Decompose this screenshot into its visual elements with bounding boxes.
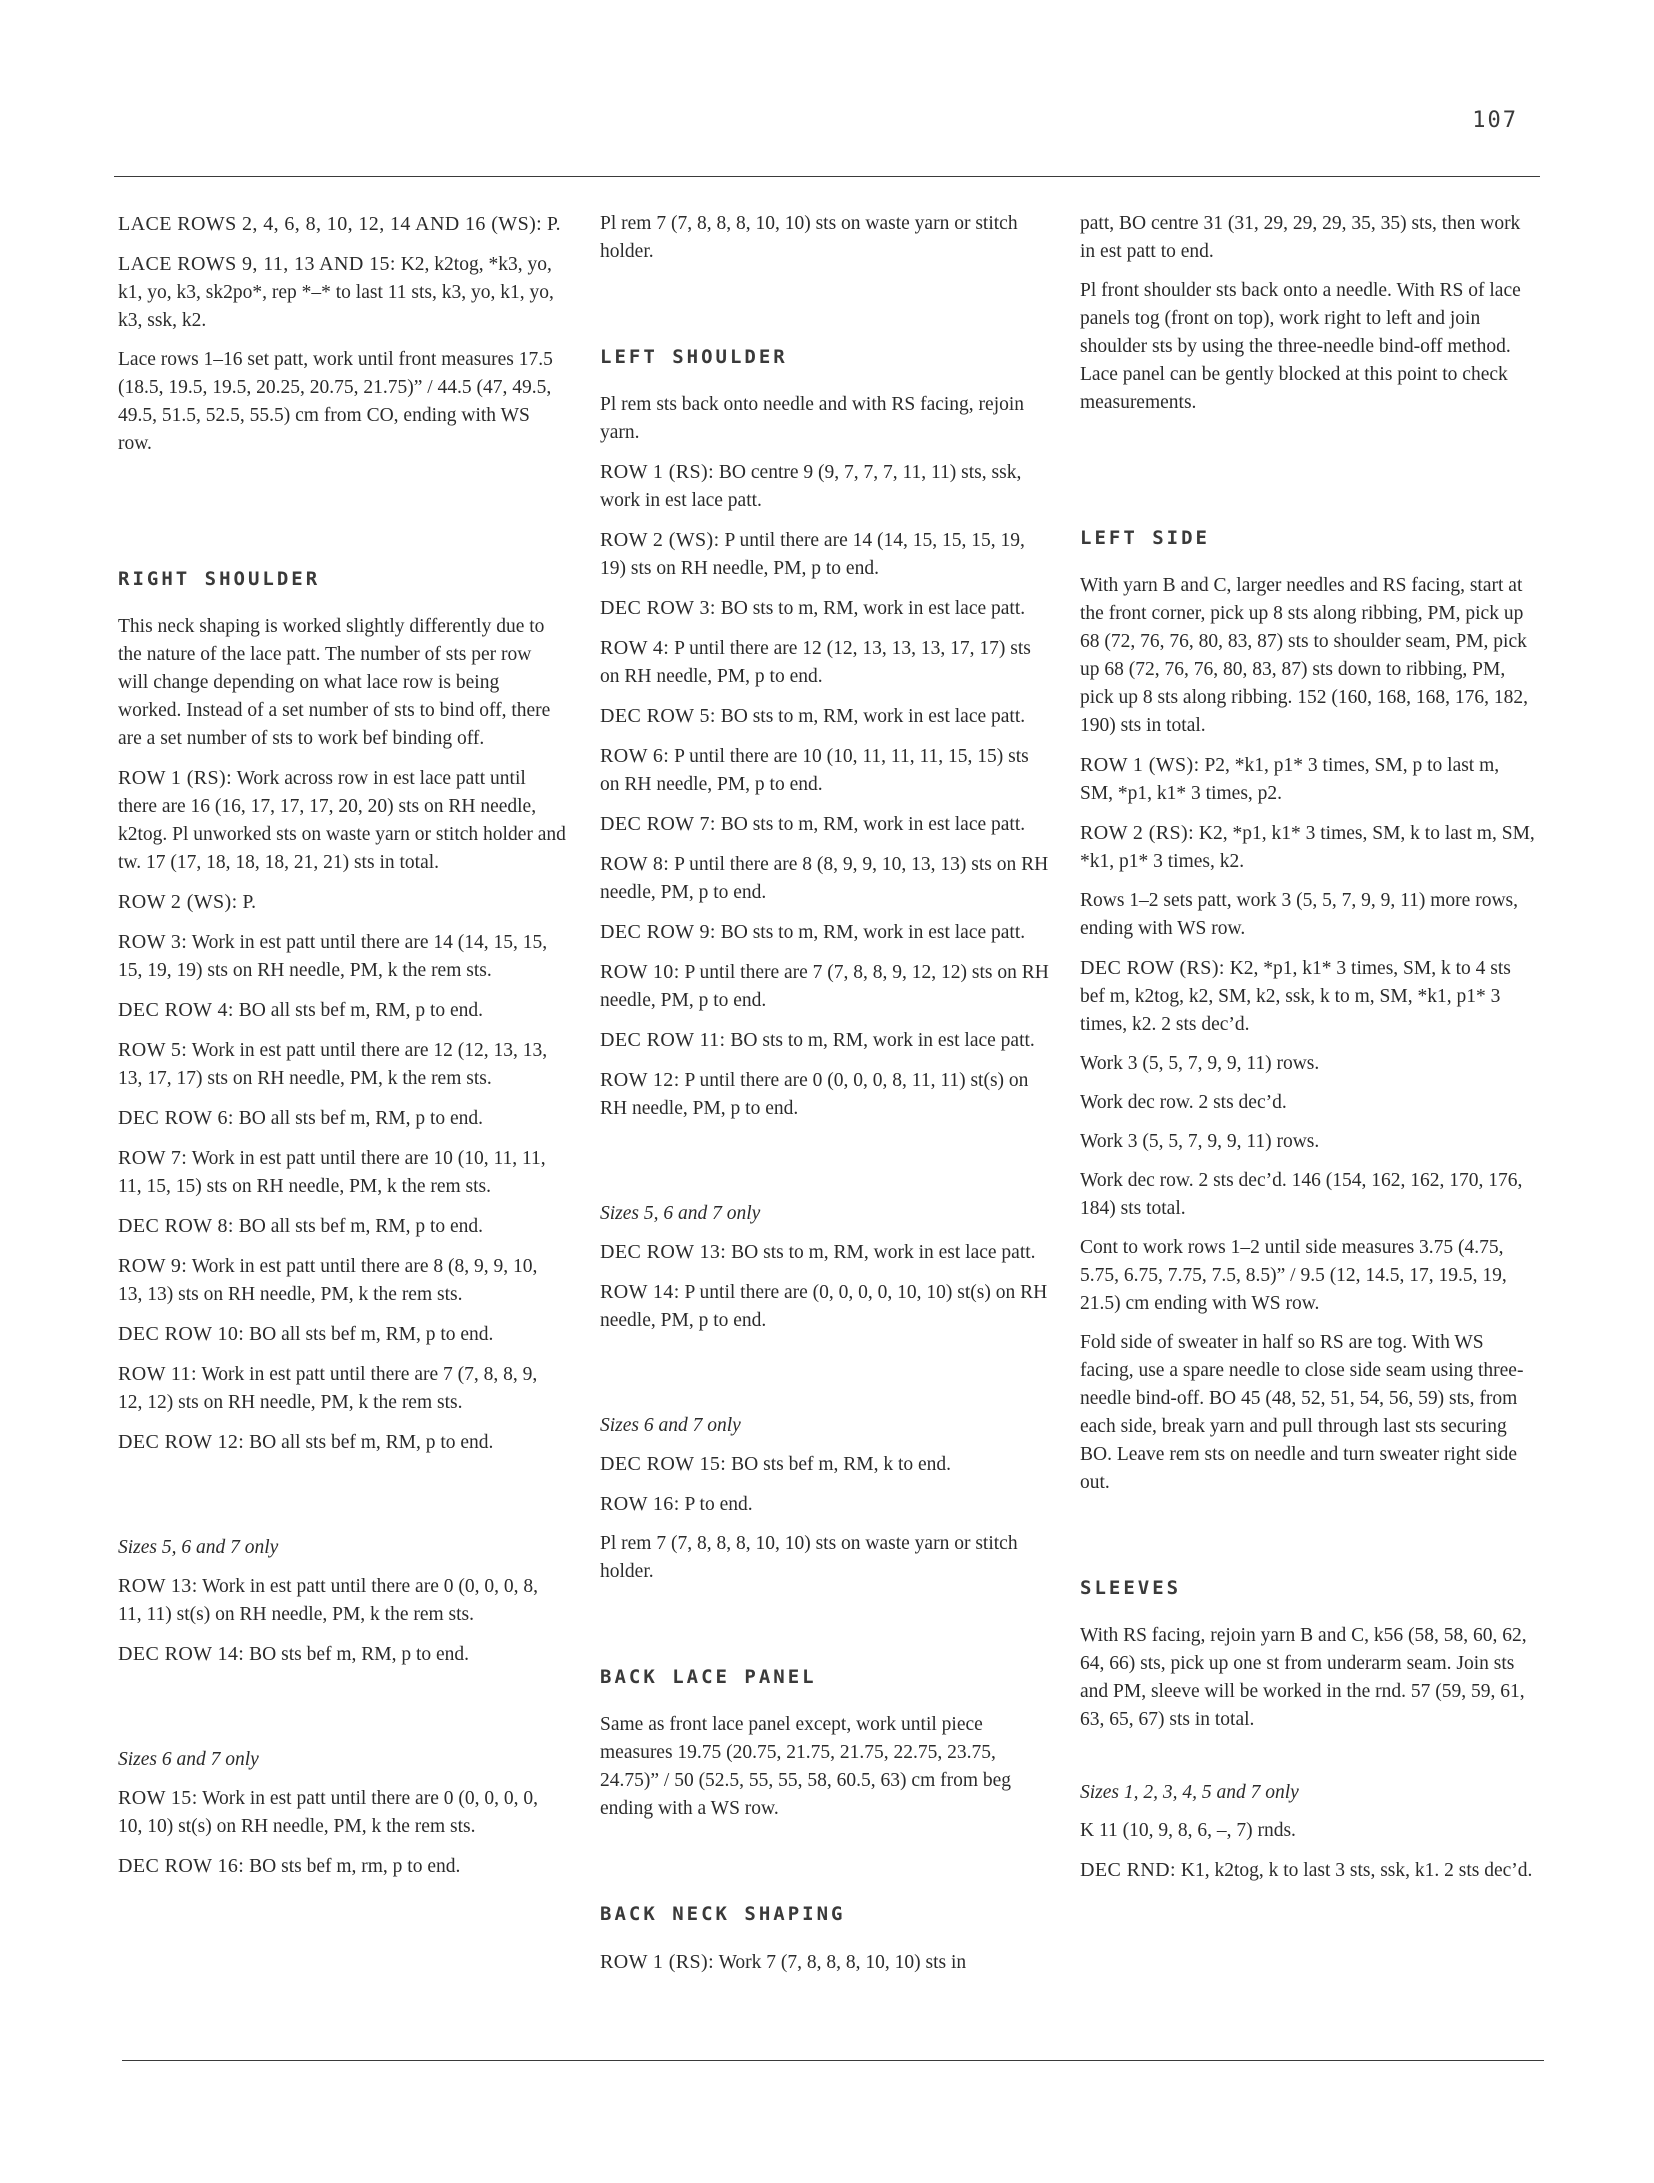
row-instruction <box>118 764 566 877</box>
row-label: ROW 1 (WS): <box>1080 754 1200 776</box>
continuation-paragraph: patt, BO centre 31 (31, 29, 29, 29, 35, 35) sts, then work in est patt to end. <box>1080 213 1521 262</box>
row-text: Work in est patt until there are 14 (14, 15, 15, 15, 19, 19) sts on RH needle, PM, k the rem sts. <box>118 932 548 981</box>
row-text: BO all sts bef m, RM, p to end. <box>233 1000 484 1021</box>
row-text: P until there are 14 (14, 15, 15, 15, 19, 19) sts on RH needle, PM, p to end. <box>600 530 1025 579</box>
row-label: ROW 10: <box>600 961 680 983</box>
row-label: ROW 2 (WS): <box>118 891 238 913</box>
row-label: DEC ROW 14: <box>118 1643 245 1665</box>
row-label: LACE ROWS 9, 11, 13 AND 15: <box>118 253 396 275</box>
row-instruction <box>600 702 1052 731</box>
row-text: P until there are 8 (8, 9, 9, 10, 13, 13) sts on RH needle, PM, p to end. <box>600 854 1049 903</box>
row-label: ROW 8: <box>600 853 670 875</box>
row-label: ROW 12: <box>600 1069 680 1091</box>
row-label: DEC ROW 7: <box>600 813 716 835</box>
row-text: BO sts bef m, RM, p to end. <box>244 1644 470 1665</box>
header-rule <box>114 176 1540 177</box>
row-label: DEC ROW (RS): <box>1080 957 1225 979</box>
row-instruction <box>118 996 566 1025</box>
row-label: ROW 9: <box>118 1255 188 1277</box>
row-instruction <box>118 1252 566 1309</box>
spacer <box>600 1346 1052 1412</box>
sleeves-paragraph: With RS facing, rejoin yarn B and C, k56 (58, 58, 60, 62, 64, 66) sts, pick up one st from underarm seam. Join sts and PM, sleeve will be worked in the rnd. 57 (59, 59, 61, 63, 65, 67) sts in total. <box>1080 1625 1527 1730</box>
row-text: P until there are 0 (0, 0, 0, 8, 11, 11) st(s) on RH needle, PM, p to end. <box>600 1070 1029 1119</box>
row-instruction <box>600 850 1052 907</box>
row-label: ROW 2 (WS): <box>600 529 720 551</box>
row-label: DEC ROW 13: <box>600 1241 727 1263</box>
back-neck-shaping-heading: BACK NECK SHAPING <box>600 1903 846 1925</box>
row-text: BO sts to m, RM, work in est lace patt. <box>715 814 1026 835</box>
row-label: ROW 1 (RS): <box>600 461 715 483</box>
row-label: ROW 2 (RS): <box>1080 822 1195 844</box>
spacer <box>1080 1745 1536 1779</box>
work-dec-paragraph: Work dec row. 2 sts dec’d. 146 (154, 162, 162, 170, 176, 184) sts total. <box>1080 1170 1523 1219</box>
column-1 <box>118 210 566 1892</box>
right-shoulder-heading: RIGHT SHOULDER <box>118 568 321 590</box>
row-text: BO all sts bef m, RM, p to end. <box>244 1432 494 1453</box>
spacer <box>600 1134 1052 1200</box>
lace-rows-even <box>118 210 566 239</box>
row-text: BO all sts bef m, RM, p to end. <box>233 1216 484 1237</box>
pl-rem-paragraph-2: Pl rem 7 (7, 8, 8, 8, 10, 10) sts on waste yarn or stitch holder. <box>600 1533 1018 1582</box>
fold-paragraph: Fold side of sweater in half so RS are tog. With WS facing, use a spare needle to close side seam using three-needle bind-off. BO 45 (48, 52, 51, 54, 56, 59) sts, from each side, break yarn and pull through last sts securing BO. Leave rem sts on needle and turn sweater right side out. <box>1080 1332 1524 1493</box>
row-text: P. <box>542 214 561 235</box>
row-label: ROW 6: <box>600 745 670 767</box>
row-text: BO all sts bef m, RM, p to end. <box>233 1108 484 1129</box>
row-label: ROW 3: <box>118 931 188 953</box>
row-text: BO sts bef m, RM, k to end. <box>726 1454 952 1475</box>
row-instruction <box>600 1450 1052 1479</box>
sizes-67-subhead: Sizes 6 and 7 only <box>600 1415 741 1436</box>
row-text: K2, *p1, k1* 3 times, SM, k to last m, SM, *k1, p1* 3 times, k2. <box>1080 823 1535 872</box>
row-text: BO sts to m, RM, work in est lace patt. <box>715 922 1026 943</box>
work-dec-paragraph: Work dec row. 2 sts dec’d. <box>1080 1092 1287 1113</box>
row-instruction <box>600 742 1052 799</box>
lace-rows-odd <box>118 250 566 335</box>
column-2 <box>600 210 1052 1988</box>
spacer <box>1080 428 1536 524</box>
row-text: P until there are 10 (10, 11, 11, 11, 15, 15) sts on RH needle, PM, p to end. <box>600 746 1029 795</box>
cont-rows-paragraph: Cont to work rows 1–2 until side measures 3.75 (4.75, 5.75, 6.75, 7.75, 7.5, 8.5)” / 9.5 (12, 14.5, 17, 19.5, 19, 21.5) cm ending with WS row. <box>1080 1237 1507 1314</box>
spacer <box>118 469 566 565</box>
row-label: DEC RND: <box>1080 1859 1176 1881</box>
row-instruction <box>118 1212 566 1241</box>
row-label: DEC ROW 6: <box>118 1107 234 1129</box>
row-label: ROW 15: <box>118 1787 198 1809</box>
row-instruction <box>600 1490 1052 1519</box>
row-instruction <box>118 1144 566 1201</box>
row-instruction <box>600 1066 1052 1123</box>
row-text: Work in est patt until there are 10 (10, 11, 11, 11, 15, 15) sts on RH needle, PM, k the rem sts. <box>118 1148 546 1197</box>
row-text: Work in est patt until there are 8 (8, 9, 9, 10, 13, 13) sts on RH needle, PM, k the rem sts. <box>118 1256 538 1305</box>
row-label: DEC ROW 3: <box>600 597 716 619</box>
row-label: ROW 13: <box>118 1575 198 1597</box>
row-instruction <box>118 1640 566 1669</box>
row-instruction <box>600 1948 1052 1977</box>
row-label: ROW 1 (RS): <box>118 767 233 789</box>
row-instruction <box>118 1104 566 1133</box>
row-instruction <box>600 1026 1052 1055</box>
sleeves-heading: SLEEVES <box>1080 1577 1182 1599</box>
row-label: DEC ROW 8: <box>118 1215 234 1237</box>
pl-rem-paragraph: Pl rem 7 (7, 8, 8, 8, 10, 10) sts on waste yarn or stitch holder. <box>600 213 1018 262</box>
spacer <box>600 277 1052 343</box>
row-text: Work 7 (7, 8, 8, 8, 10, 10) sts in <box>714 1952 967 1973</box>
row-instruction <box>600 594 1052 623</box>
spacer <box>600 1597 1052 1663</box>
row-text: BO sts to m, RM, work in est lace patt. <box>715 706 1026 727</box>
row-instruction <box>118 1784 566 1841</box>
rows-set-paragraph: Rows 1–2 sets patt, work 3 (5, 5, 7, 9, 9, 11) more rows, ending with WS row. <box>1080 890 1518 939</box>
row-text: P until there are (0, 0, 0, 0, 10, 10) st(s) on RH needle, PM, p to end. <box>600 1282 1048 1331</box>
spacer <box>118 1680 566 1746</box>
column-3 <box>1080 210 1536 1896</box>
row-instruction <box>118 1360 566 1417</box>
row-text: Work across row in est lace patt until there are 16 (16, 17, 17, 17, 20, 20) sts on RH needle, k2tog. Pl unworked sts on waste yarn or stitch holder and tw. 17 (17, 18, 18, 18, 21, 21) sts in total. <box>118 768 566 873</box>
row-label: DEC ROW 5: <box>600 705 716 727</box>
row-instruction <box>118 1428 566 1457</box>
row-instruction <box>600 1278 1052 1335</box>
row-text: Work in est patt until there are 7 (7, 8, 8, 9, 12, 12) sts on RH needle, PM, k the rem sts. <box>118 1364 538 1413</box>
left-side-heading: LEFT SIDE <box>1080 527 1210 549</box>
row-text: BO sts to m, RM, work in est lace patt. <box>715 598 1026 619</box>
shoulder-join-paragraph: Pl front shoulder sts back onto a needle. With RS of lace panels tog (front on top), work right to left and join shoulder sts by using the three-needle bind-off method. Lace panel can be gently blocked at this point to check measurements. <box>1080 280 1521 413</box>
spacer <box>1080 1508 1536 1574</box>
row-text: P until there are 12 (12, 13, 13, 13, 17, 17) sts on RH needle, PM, p to end. <box>600 638 1031 687</box>
row-instruction <box>118 1572 566 1629</box>
work-rows-paragraph: Work 3 (5, 5, 7, 9, 9, 11) rows. <box>1080 1053 1320 1074</box>
row-instruction <box>118 1036 566 1093</box>
row-instruction <box>600 458 1052 515</box>
row-label: ROW 11: <box>118 1363 197 1385</box>
row-text: P until there are 7 (7, 8, 8, 9, 12, 12) sts on RH needle, PM, p to end. <box>600 962 1049 1011</box>
footer-rule <box>122 2060 1544 2061</box>
row-label: DEC ROW 4: <box>118 999 234 1021</box>
row-instruction <box>1080 954 1536 1039</box>
right-shoulder-intro: This neck shaping is worked slightly differently due to the nature of the lace patt. The number of sts per row will change depending on what lace row is being worked. Instead of a set number of sts to bind off, there are a set number of sts to work bef binding off. <box>118 616 551 749</box>
left-side-intro: With yarn B and C, larger needles and RS facing, start at the front corner, pick up 8 sts along ribbing, PM, pick up 68 (72, 76, 76, 80, 83, 87) sts to shoulder seam, PM, pick up 68 (72, 76, 76, 80, 83, 87) sts down to ribbing, PM, pick up 8 sts along ribbing. 152 (160, 168, 168, 176, 182, 190) sts in total. <box>1080 575 1528 736</box>
row-text: K2, k2tog, *k3, yo, k1, yo, k3, sk2po*, rep *–* to last 11 sts, k3, yo, k1, yo, k3, ssk, k2. <box>118 254 554 331</box>
back-lace-paragraph: Same as front lace panel except, work until piece measures 19.75 (20.75, 21.75, 21.75, 22.75, 23.75, 24.75)” / 50 (52.5, 55, 55, 58, 60.5, 63) cm from beg ending with a WS row. <box>600 1714 1012 1819</box>
row-text: P. <box>237 892 257 913</box>
row-instruction <box>1080 819 1536 876</box>
row-label: DEC ROW 16: <box>118 1855 245 1877</box>
sizes-567-subhead: Sizes 5, 6 and 7 only <box>600 1203 761 1224</box>
row-label: DEC ROW 9: <box>600 921 716 943</box>
row-instruction <box>118 1852 566 1881</box>
row-label: DEC ROW 15: <box>600 1453 727 1475</box>
work-rows-paragraph: Work 3 (5, 5, 7, 9, 9, 11) rows. <box>1080 1131 1320 1152</box>
k11-paragraph: K 11 (10, 9, 8, 6, –, 7) rnds. <box>1080 1820 1296 1841</box>
row-text: BO sts to m, RM, work in est lace patt. <box>726 1242 1036 1263</box>
row-instruction <box>1080 1856 1536 1885</box>
row-label: DEC ROW 10: <box>118 1323 245 1345</box>
row-text: BO sts bef m, rm, p to end. <box>244 1856 461 1877</box>
row-label: ROW 7: <box>118 1147 188 1169</box>
row-label: DEC ROW 12: <box>118 1431 245 1453</box>
row-instruction <box>1080 751 1536 808</box>
spacer <box>118 1468 566 1534</box>
row-label: ROW 1 (RS): <box>600 1951 715 1973</box>
row-text: BO all sts bef m, RM, p to end. <box>244 1324 494 1345</box>
sizes-67-subhead: Sizes 6 and 7 only <box>118 1749 259 1770</box>
pl-back-paragraph: Pl rem sts back onto needle and with RS facing, rejoin yarn. <box>600 394 1025 443</box>
row-label: LACE ROWS 2, 4, 6, 8, 10, 12, 14 AND 16 (WS): <box>118 213 543 235</box>
row-label: ROW 5: <box>118 1039 188 1061</box>
row-instruction <box>118 1320 566 1349</box>
row-text: P2, *k1, p1* 3 times, SM, p to last m, SM, *p1, k1* 3 times, p2. <box>1080 755 1500 804</box>
row-label: ROW 16: <box>600 1493 680 1515</box>
row-text: K1, k2tog, k to last 3 sts, ssk, k1. 2 sts dec’d. <box>1175 1860 1533 1881</box>
row-instruction <box>600 918 1052 947</box>
row-text: P to end. <box>679 1494 753 1515</box>
back-lace-panel-heading: BACK LACE PANEL <box>600 1666 817 1688</box>
row-label: ROW 14: <box>600 1281 680 1303</box>
row-instruction <box>118 888 566 917</box>
row-text: Work in est patt until there are 0 (0, 0, 0, 8, 11, 11) st(s) on RH needle, PM, k the rem sts. <box>118 1576 538 1625</box>
row-label: DEC ROW 11: <box>600 1029 726 1051</box>
lace-set-paragraph: Lace rows 1–16 set patt, work until front measures 17.5 (18.5, 19.5, 19.5, 20.25, 20.75, 21.75)” / 44.5 (47, 49.5, 49.5, 51.5, 52.5, 55.5) cm from CO, ending with WS row. <box>118 349 553 454</box>
row-instruction <box>600 1238 1052 1267</box>
row-text: BO sts to m, RM, work in est lace patt. <box>725 1030 1035 1051</box>
row-instruction <box>600 526 1052 583</box>
row-instruction <box>600 958 1052 1015</box>
row-instruction <box>118 928 566 985</box>
spacer <box>600 1834 1052 1900</box>
row-text: K2, *p1, k1* 3 times, SM, k to 4 sts bef m, k2tog, k2, SM, k2, ssk, k to m, SM, *k1, p1* 3 times, k2. 2 sts dec’d. <box>1080 958 1511 1035</box>
sizes-567-subhead: Sizes 5, 6 and 7 only <box>118 1537 279 1558</box>
sizes-subhead: Sizes 1, 2, 3, 4, 5 and 7 only <box>1080 1782 1299 1803</box>
row-text: Work in est patt until there are 12 (12, 13, 13, 13, 17, 17) sts on RH needle, PM, k the rem sts. <box>118 1040 548 1089</box>
row-text: Work in est patt until there are 0 (0, 0, 0, 0, 10, 10) st(s) on RH needle, PM, k the rem sts. <box>118 1788 538 1837</box>
row-instruction <box>600 810 1052 839</box>
row-instruction <box>600 634 1052 691</box>
row-label: ROW 4: <box>600 637 670 659</box>
left-shoulder-heading: LEFT SHOULDER <box>600 346 788 368</box>
page-number: 107 <box>1472 108 1518 133</box>
row-text: BO centre 9 (9, 7, 7, 7, 11, 11) sts, ssk, work in est lace patt. <box>600 462 1022 511</box>
